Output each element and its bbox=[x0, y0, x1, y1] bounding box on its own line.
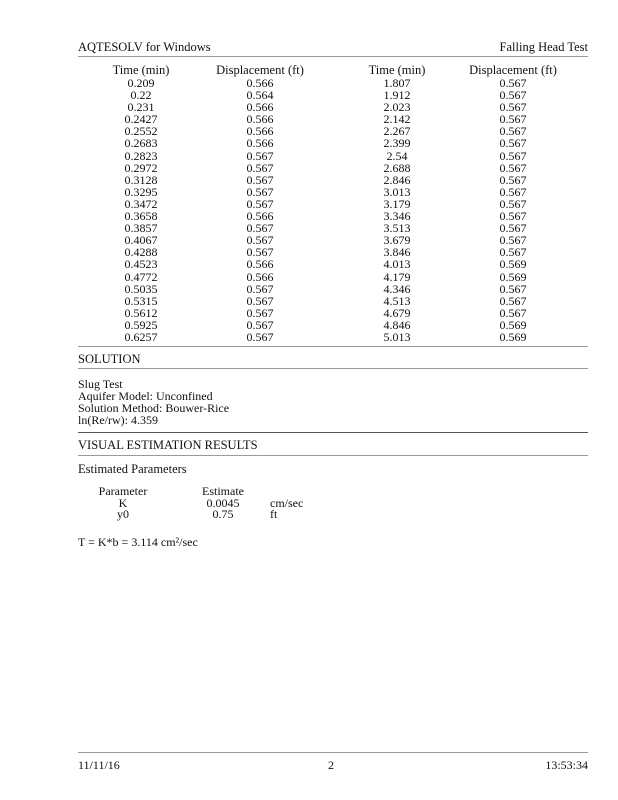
column-header: Displacement (ft) bbox=[216, 63, 304, 77]
table-row bbox=[104, 283, 574, 295]
table-body bbox=[104, 77, 574, 343]
table-cell: 2.399 bbox=[383, 136, 411, 151]
table-cell: 0.3857 bbox=[124, 221, 158, 236]
table-cell: 1.912 bbox=[383, 88, 411, 103]
table-cell: 0.3658 bbox=[124, 209, 158, 224]
table-cell: 0.567 bbox=[499, 293, 527, 308]
column-header: Time (min) bbox=[112, 63, 170, 77]
table-cell: 0.4288 bbox=[124, 245, 158, 260]
table-row bbox=[104, 271, 574, 283]
table-cell: 0.566 bbox=[246, 269, 274, 284]
table-cell: 0.567 bbox=[499, 136, 527, 151]
table-cell: 0.567 bbox=[499, 100, 527, 115]
table-cell: 0.567 bbox=[499, 221, 527, 236]
estimated-parameters-heading: Estimated Parameters bbox=[78, 462, 187, 476]
table-cell: 0.566 bbox=[246, 76, 274, 90]
table-cell: 0.567 bbox=[246, 317, 274, 332]
table-cell: 0.4067 bbox=[124, 233, 158, 248]
param-unit: ft bbox=[270, 507, 278, 521]
table-cell: 0.569 bbox=[499, 269, 527, 284]
table-cell: 0.566 bbox=[246, 100, 274, 115]
transmissivity: T = K*b = 3.114 cm²/sec bbox=[78, 535, 198, 549]
table-cell: 0.2427 bbox=[124, 112, 158, 127]
table-cell: 0.567 bbox=[246, 148, 274, 163]
table-cell: 0.567 bbox=[246, 196, 274, 211]
param-value: 0.75 bbox=[212, 507, 234, 521]
test-title: Falling Head Test bbox=[499, 40, 588, 54]
table-cell: 2.023 bbox=[383, 100, 411, 115]
table-cell: 0.209 bbox=[127, 76, 155, 90]
solution-divider bbox=[78, 368, 588, 369]
table-cell: 0.566 bbox=[246, 136, 274, 151]
table-cell: 4.013 bbox=[383, 257, 411, 272]
table-cell: 0.5315 bbox=[124, 293, 158, 308]
footer-divider bbox=[78, 752, 588, 753]
table-cell: 0.569 bbox=[499, 257, 527, 272]
table-cell: 0.22 bbox=[130, 88, 152, 103]
param-row bbox=[96, 498, 320, 510]
table-cell: 4.179 bbox=[383, 269, 411, 284]
param-row bbox=[96, 509, 320, 521]
table-cell: 0.567 bbox=[499, 112, 527, 127]
param-name: y0 bbox=[117, 507, 129, 521]
table-cell: 4.513 bbox=[383, 293, 411, 308]
table-cell: 2.846 bbox=[383, 172, 411, 187]
table-cell: 4.679 bbox=[383, 305, 411, 320]
column-header: Displacement (ft) bbox=[469, 63, 557, 77]
table-cell: 0.567 bbox=[499, 160, 527, 175]
estimate-header: Estimate bbox=[202, 484, 244, 498]
solution-method: Solution Method: Bouwer-Rice bbox=[78, 401, 230, 415]
table-cell: 0.567 bbox=[499, 184, 527, 199]
table-cell: 0.2552 bbox=[124, 124, 158, 139]
table-cell: 0.3295 bbox=[124, 184, 158, 199]
table-cell: 0.567 bbox=[246, 160, 274, 175]
header-divider bbox=[78, 56, 588, 57]
column-header: Time (min) bbox=[368, 63, 426, 77]
print-time: 13:53:34 bbox=[545, 758, 588, 772]
table-cell: 0.3472 bbox=[124, 196, 158, 211]
table-cell: 3.846 bbox=[383, 245, 411, 260]
table-cell: 0.567 bbox=[499, 281, 527, 296]
table-cell: 5.013 bbox=[383, 329, 411, 344]
print-date: 11/11/16 bbox=[78, 758, 120, 772]
table-cell: 0.4523 bbox=[124, 257, 158, 272]
table-cell: 2.54 bbox=[386, 148, 408, 163]
table-divider bbox=[78, 346, 588, 347]
table-cell: 0.567 bbox=[499, 233, 527, 248]
visual-heading: VISUAL ESTIMATION RESULTS bbox=[78, 438, 258, 452]
table-cell: 4.846 bbox=[383, 317, 411, 332]
table-cell: 0.567 bbox=[499, 209, 527, 224]
table-cell: 0.3128 bbox=[124, 172, 158, 187]
table-cell: 0.569 bbox=[499, 317, 527, 332]
table-cell: 0.567 bbox=[246, 172, 274, 187]
table-cell: 0.231 bbox=[127, 100, 155, 115]
table-cell: 0.567 bbox=[246, 329, 274, 344]
table-cell: 0.566 bbox=[246, 124, 274, 139]
table-cell: 0.6257 bbox=[124, 329, 158, 344]
parameters-table bbox=[96, 486, 320, 521]
table-cell: 0.5612 bbox=[124, 305, 158, 320]
table-cell: 3.346 bbox=[383, 209, 411, 224]
page-number: 2 bbox=[328, 758, 334, 772]
table-cell: 0.567 bbox=[246, 233, 274, 248]
table-cell: 0.566 bbox=[246, 257, 274, 272]
table-cell: 0.564 bbox=[246, 88, 274, 103]
table-cell: 0.567 bbox=[499, 76, 527, 90]
table-cell: 0.567 bbox=[499, 148, 527, 163]
table-cell: 4.346 bbox=[383, 281, 411, 296]
visual-divider-top bbox=[78, 432, 588, 433]
table-row bbox=[104, 295, 574, 307]
table-cell: 1.807 bbox=[383, 76, 411, 90]
table-cell: 0.567 bbox=[246, 184, 274, 199]
table-cell: 0.567 bbox=[246, 221, 274, 236]
table-cell: 0.567 bbox=[499, 245, 527, 260]
table-cell: 0.567 bbox=[499, 88, 527, 103]
table-cell: 3.179 bbox=[383, 196, 411, 211]
table-cell: 0.569 bbox=[499, 329, 527, 344]
table-cell: 0.567 bbox=[499, 124, 527, 139]
table-cell: 0.2683 bbox=[124, 136, 158, 151]
table-cell: 0.566 bbox=[246, 112, 274, 127]
table-cell: 0.567 bbox=[246, 293, 274, 308]
test-type: Slug Test bbox=[78, 377, 123, 391]
table-row bbox=[104, 150, 574, 162]
app-title: AQTESOLV for Windows bbox=[78, 40, 211, 54]
table-cell: 0.2972 bbox=[124, 160, 158, 175]
table-cell: 2.688 bbox=[383, 160, 411, 175]
visual-divider bbox=[78, 455, 588, 456]
table-cell: 0.567 bbox=[499, 172, 527, 187]
table-cell: 3.513 bbox=[383, 221, 411, 236]
table-cell: 0.5925 bbox=[124, 317, 158, 332]
table-row bbox=[104, 137, 574, 149]
parameter-header: Parameter bbox=[98, 484, 148, 498]
table-cell: 0.567 bbox=[246, 281, 274, 296]
displacement-table bbox=[104, 64, 574, 343]
table-cell: 0.567 bbox=[499, 305, 527, 320]
table-cell: 2.142 bbox=[383, 112, 411, 127]
table-cell: 3.679 bbox=[383, 233, 411, 248]
table-row bbox=[104, 258, 574, 270]
solution-heading: SOLUTION bbox=[78, 352, 141, 366]
aquifer-model: Aquifer Model: Unconfined bbox=[78, 389, 213, 403]
table-cell: 2.267 bbox=[383, 124, 411, 139]
param-value: 0.0045 bbox=[206, 495, 240, 510]
table-cell: 0.5035 bbox=[124, 281, 158, 296]
table-cell: 0.566 bbox=[246, 209, 274, 224]
table-cell: 0.2823 bbox=[124, 148, 158, 163]
table-cell: 0.567 bbox=[499, 196, 527, 211]
table-cell: 0.567 bbox=[246, 305, 274, 320]
param-unit: cm/sec bbox=[270, 495, 304, 510]
table-row bbox=[104, 331, 574, 343]
table-cell: 0.567 bbox=[246, 245, 274, 260]
table-cell: 0.4772 bbox=[124, 269, 158, 284]
param-name: K bbox=[118, 495, 128, 510]
table-row bbox=[104, 162, 574, 174]
table-cell: 3.013 bbox=[383, 184, 411, 199]
ln-re-rw: ln(Re/rw): 4.359 bbox=[78, 413, 158, 427]
